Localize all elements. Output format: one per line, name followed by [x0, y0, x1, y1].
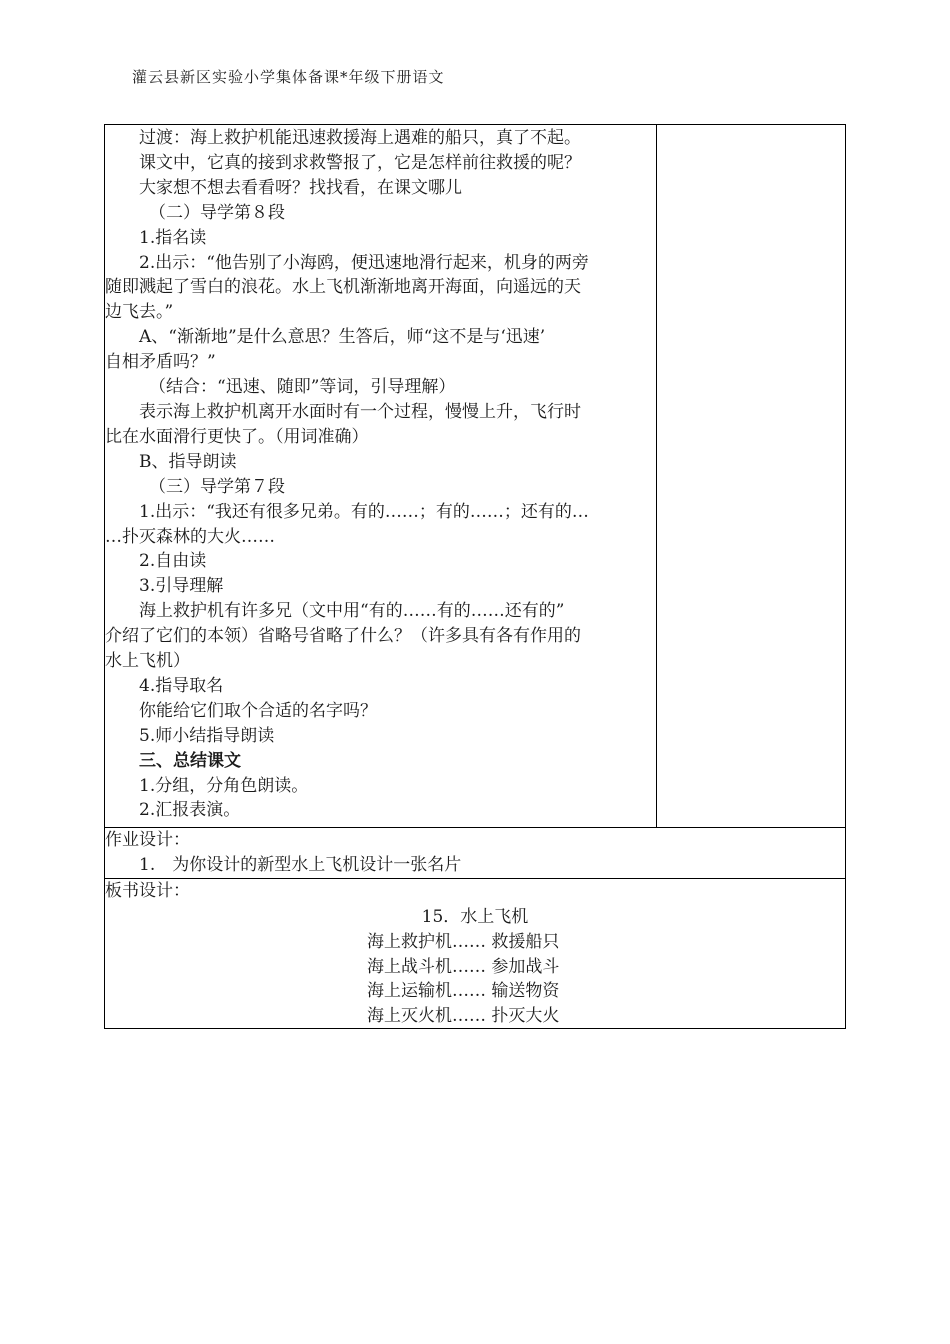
- lesson-line: 1.分组，分角色朗读。: [139, 775, 309, 796]
- lesson-line: 课文中，它真的接到求救警报了，它是怎样前往救援的呢？: [139, 152, 581, 173]
- lesson-line: 4.指导取名: [139, 675, 224, 696]
- homework-item: 1. 为你设计的新型水上飞机设计一张名片: [139, 855, 462, 876]
- board-item: 海上运输机…… 输送物资: [367, 981, 560, 1002]
- board-item: 海上战斗机…… 参加战斗: [367, 956, 560, 977]
- page-header: 灌云县新区实验小学集体备课*年级下册语文: [132, 68, 445, 86]
- lesson-line: 随即溅起了雪白的浪花。水上飞机渐渐地离开海面，向遥远的天: [105, 277, 581, 298]
- notes-cell: [657, 125, 846, 828]
- lesson-row: [105, 125, 846, 828]
- lesson-line: 3.引导理解: [139, 576, 224, 597]
- lesson-line: …扑灭森林的大火……: [105, 526, 275, 547]
- lesson-line: B、指导朗读: [139, 451, 237, 472]
- lesson-line: 自相矛盾吗？”: [105, 352, 216, 373]
- lesson-line: 2.汇报表演。: [139, 800, 241, 821]
- lesson-line: 2.自由读: [139, 551, 207, 572]
- lesson-content-cell: [105, 125, 657, 828]
- homework-row: [105, 828, 846, 879]
- lesson-line: 2.出示：“他告别了小海鸥，便迅速地滑行起来，机身的两旁: [139, 252, 589, 273]
- board-design-cell: [105, 879, 846, 1029]
- lesson-line: （二）导学第８段: [149, 202, 285, 223]
- board-item: 海上救护机…… 救援船只: [367, 932, 560, 953]
- board-row: [105, 879, 846, 1029]
- lesson-line: 5.师小结指导朗读: [139, 725, 275, 746]
- lesson-line: 你能给它们取个合适的名字吗？: [139, 700, 377, 721]
- board-item: 海上灭火机…… 扑灭大火: [367, 1005, 560, 1026]
- lesson-lines: [105, 125, 656, 827]
- board-title: 15．水上飞机: [421, 907, 529, 928]
- lesson-line: 比在水面滑行更快了。（用词准确）: [105, 426, 369, 447]
- lesson-line: 表示海上救护机离开水面时有一个过程，慢慢上升，飞行时: [139, 401, 581, 422]
- lesson-line: 大家想不想去看看呀？找找看，在课文哪儿: [139, 177, 462, 198]
- lesson-line: 1.指名读: [139, 227, 207, 248]
- lesson-line: 介绍了它们的本领）省略号省略了什么？（许多具有各有作用的: [105, 626, 581, 647]
- homework-cell: [105, 828, 846, 879]
- lesson-line: （结合：“迅速、随即”等词，引导理解）: [149, 377, 456, 398]
- lesson-line: A、“渐渐地”是什么意思？生答后，师“这不是与‘迅速’: [139, 327, 546, 348]
- homework-label: 作业设计：: [105, 830, 190, 851]
- lesson-line: 海上救护机有许多兄（文中用“有的……有的……还有的”: [139, 601, 565, 622]
- lesson-plan-table: [104, 124, 846, 1029]
- lesson-line: 水上飞机）: [105, 651, 190, 672]
- lesson-line: 三、总结课文: [139, 750, 241, 771]
- lesson-line: 过渡：海上救护机能迅速救援海上遇难的船只，真了不起。: [139, 128, 581, 148]
- lesson-line: 1.出示：“我还有很多兄弟。有的……；有的……；还有的…: [139, 501, 589, 522]
- lesson-line: （三）导学第７段: [149, 476, 285, 497]
- lesson-line: 边飞去。”: [105, 302, 174, 323]
- board-label: 板书设计：: [105, 881, 190, 902]
